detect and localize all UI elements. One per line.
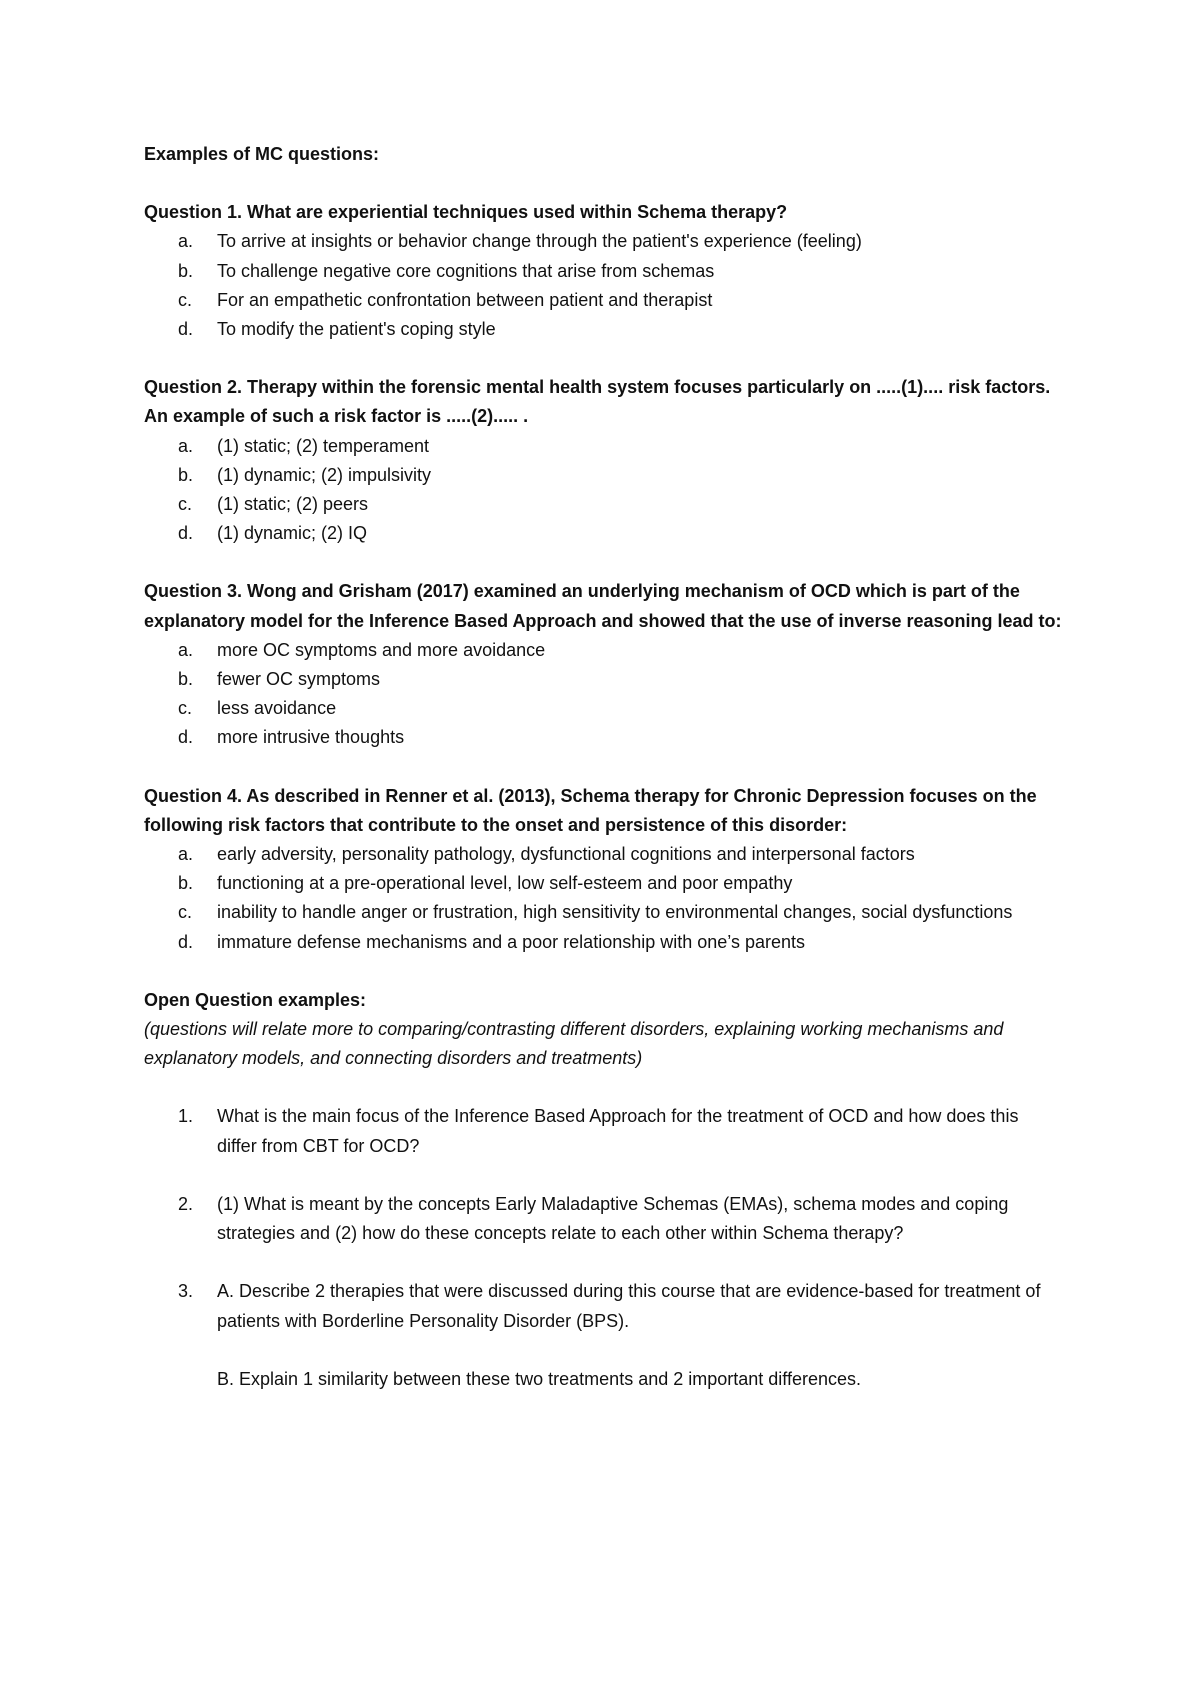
option-letter: a. — [178, 231, 194, 252]
open-question-list — [144, 1102, 1049, 1393]
option-b — [144, 257, 989, 286]
option-a — [144, 432, 1074, 461]
option-c — [144, 694, 1074, 723]
question-title: Question 1. What are experiential techniques used within Schema therapy? — [144, 202, 788, 223]
option-text: more OC symptoms and more avoidance — [217, 639, 546, 660]
option-b — [144, 869, 1074, 898]
option-text: less avoidance — [217, 698, 337, 719]
question-1 — [144, 198, 989, 344]
option-list — [144, 432, 1074, 549]
option-letter: a. — [178, 639, 194, 660]
option-text: To challenge negative core cognitions that arise from schemas — [217, 260, 715, 281]
open-note: (questions will relate more to comparing/contrasting different disorders, explaining working mechanisms and explanatory models, and connecting disorders and treatments) — [144, 1019, 1004, 1069]
open-questions-section — [144, 986, 1049, 1394]
option-letter: a. — [178, 435, 194, 456]
option-c — [144, 898, 1074, 927]
option-letter: b. — [178, 464, 194, 485]
option-d — [144, 723, 1074, 752]
option-text: To modify the patient's coping style — [217, 319, 496, 340]
option-text: inability to handle anger or frustration, high sensitivity to environmental changes, social dysfunctions — [217, 902, 1013, 923]
mc-heading: Examples of MC questions: — [144, 144, 380, 164]
option-list — [144, 840, 1074, 957]
question-2 — [144, 373, 1074, 548]
option-letter: c. — [178, 698, 193, 719]
option-letter: c. — [178, 902, 193, 923]
option-d — [144, 315, 989, 344]
open-question-number: 3. — [178, 1281, 194, 1302]
option-letter: c. — [178, 494, 193, 515]
option-text: more intrusive thoughts — [217, 727, 405, 748]
option-text: early adversity, personality pathology, dysfunctional cognitions and interpersonal factors — [217, 844, 915, 865]
question-title: Question 3. Wong and Grisham (2017) examined an underlying mechanism of OCD which is part of the explanatory model for the Inference Based Approach and showed that the use of inverse reasoning lead to: — [144, 581, 1062, 631]
option-text: To arrive at insights or behavior change through the patient's experience (feeling) — [217, 231, 862, 252]
open-heading: Open Question examples: — [144, 989, 367, 1010]
question-title: Question 4. As described in Renner et al. (2013), Schema therapy for Chronic Depression focuses on the following risk factors that contribute to the onset and persistence of this disorder: — [144, 785, 1037, 835]
option-c — [144, 490, 1074, 519]
option-letter: d. — [178, 931, 194, 952]
option-c — [144, 286, 989, 315]
option-a — [144, 227, 989, 256]
open-question-text: What is the main focus of the Inference Based Approach for the treatment of OCD and how does this differ from CBT for OCD? — [217, 1106, 1019, 1156]
open-question-number: 2. — [178, 1193, 194, 1214]
open-question-3-part-b — [144, 1365, 1049, 1394]
question-4 — [144, 782, 1074, 957]
option-list — [144, 227, 989, 344]
option-letter: d. — [178, 727, 194, 748]
option-letter: b. — [178, 260, 194, 281]
option-a — [144, 636, 1074, 665]
question-title: Question 2. Therapy within the forensic mental health system focuses particularly on .....(1).... risk factors. An example of such a risk factor is .....(2)..... . — [144, 377, 1051, 427]
option-letter: b. — [178, 873, 194, 894]
option-text: fewer OC symptoms — [217, 669, 381, 690]
option-d — [144, 928, 1074, 957]
option-letter: c. — [178, 289, 193, 310]
open-question-3 — [144, 1277, 1049, 1335]
option-text: immature defense mechanisms and a poor relationship with one’s parents — [217, 931, 805, 952]
open-question-text: (1) What is meant by the concepts Early Maladaptive Schemas (EMAs), schema modes and coping strategies and (2) how do these concepts relate to each other within Schema therapy? — [217, 1193, 1009, 1244]
option-text: (1) dynamic; (2) impulsivity — [217, 464, 432, 485]
open-question-subtext: B. Explain 1 similarity between these two treatments and 2 important differences. — [217, 1368, 861, 1389]
option-text: functioning at a pre-operational level, low self-esteem and poor empathy — [217, 873, 793, 894]
option-b — [144, 665, 1074, 694]
option-text: (1) dynamic; (2) IQ — [217, 523, 368, 544]
option-b — [144, 461, 1074, 490]
open-question-1 — [144, 1102, 1049, 1160]
open-question-text: A. Describe 2 therapies that were discussed during this course that are evidence-based for treatment of patients with Borderline Personality Disorder (BPS). — [217, 1281, 1041, 1331]
option-list — [144, 636, 1074, 753]
open-question-number: 1. — [178, 1106, 194, 1127]
question-3 — [144, 577, 1074, 752]
option-letter: b. — [178, 669, 194, 690]
option-letter: d. — [178, 319, 194, 340]
option-text: For an empathetic confrontation between patient and therapist — [217, 289, 713, 310]
option-letter: d. — [178, 523, 194, 544]
option-letter: a. — [178, 844, 194, 865]
option-a — [144, 840, 1074, 869]
option-text: (1) static; (2) temperament — [217, 435, 430, 456]
option-d — [144, 519, 1074, 548]
open-question-2 — [144, 1190, 1049, 1248]
option-text: (1) static; (2) peers — [217, 494, 369, 515]
